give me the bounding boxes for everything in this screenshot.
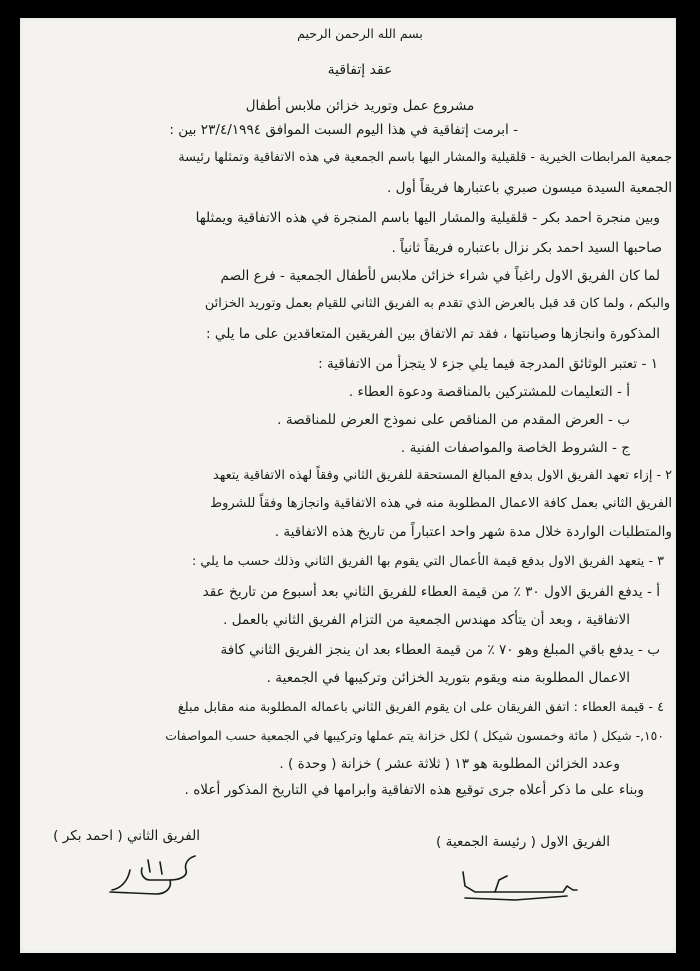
text-line-13: ٢ - إزاء تعهد الفريق الاول بدفع المبالغ المستحقة للفريق الثاني وفقاً لهذه الاتفاقية يتعهد xyxy=(213,468,672,483)
basmala: بسم الله الرحمن الرحيم xyxy=(297,26,423,41)
text-line-8: المذكورة وانجازها وصيانتها ، فقد تم الاتفاق بين الفريقين المتعاقدين على ما يلي : xyxy=(206,326,660,342)
text-line-5: صاحبها السيد احمد بكر نزال باعتباره فريقاً ثانياً . xyxy=(391,240,662,256)
second-party-signature xyxy=(100,850,210,900)
text-line-24: وبناء على ما ذكر أعلاه جرى توقيع هذه الاتفاقية وابرامها في التاريخ المذكور أعلاه . xyxy=(184,782,644,798)
text-line-16: ٣ - يتعهد الفريق الاول بدفع قيمة الأعمال التي يقوم بها الفريق الثاني وذلك حسب ما يلي : xyxy=(192,554,664,569)
text-line-3: الجمعية السيدة ميسون صبري باعتبارها فريقاً أول . xyxy=(386,180,672,196)
first-party-signature-label: الفريق الاول ( رئيسة الجمعية ) xyxy=(436,834,610,850)
document-title: عقد إتفاقية xyxy=(327,62,393,78)
text-line-21: ٤ - قيمة العطاء : اتفق الفريقان على ان يقوم الفريق الثاني باعماله المطلوبة منه مقابل مبلغ xyxy=(177,700,664,715)
text-line-11: ب - العرض المقدم من المناقص على نموذج العرض للمناقصة . xyxy=(277,412,630,428)
text-line-15: والمتطلبات الواردة خلال مدة شهر واحد اعتباراً من تاريخ هذه الاتفاقية . xyxy=(274,524,672,540)
text-line-6: لما كان الفريق الاول راغباً في شراء خزائن ملابس لأطفال الجمعية - فرع الصم xyxy=(220,268,660,284)
text-line-20: الاعمال المطلوبة منه ويقوم بتوريد الخزائن وتركيبها في الجمعية . xyxy=(266,670,630,686)
text-line-10: أ - التعليمات للمشتركين بالمناقصة ودعوة العطاء . xyxy=(348,384,630,400)
text-line-7: والبكم ، ولما كان قد قبل بالعرض الذي تقدم به الفريق الثاني للقيام بعمل وتوريد الخزائن xyxy=(204,296,670,311)
text-line-9: ١ - تعتبر الوثائق المدرجة فيما يلي جزء لا يتجزأ من الاتفاقية : xyxy=(318,356,658,372)
text-line-22: ١٥٠,- شيكل ( مائة وخمسون شيكل ) لكل خزانة يتم عملها وتركيبها في الجمعية حسب المواصفات xyxy=(165,728,664,743)
text-line-2: جمعية المرابطات الخيرية - قلقيلية والمشار اليها باسم الجمعية في هذه الاتفاقية وتمثلها رئيسة xyxy=(178,150,672,165)
text-line-19: ب - يدفع باقي المبلغ وهو ٧٠ ٪ من قيمة العطاء بعد ان ينجز الفريق الثاني كافة xyxy=(220,642,660,658)
text-line-17: أ - يدفع الفريق الاول ٣٠ ٪ من قيمة العطاء للفريق الثاني بعد أسبوع من تاريخ عقد xyxy=(202,584,660,600)
text-line-18: الاتفاقية ، وبعد أن يتأكد مهندس الجمعية من التزام الفريق الثاني بالعمل . xyxy=(223,612,630,628)
second-party-signature-label: الفريق الثاني ( احمد بكر ) xyxy=(53,828,200,844)
text-line-14: الفريق الثاني بعمل كافة الاعمال المطلوبة منه في هذه الاتفاقية وانجازها وفقاً للشروط xyxy=(210,496,672,511)
text-line-1: - ابرمت إتفاقية في هذا اليوم السبت الموافق ٢٣/٤/١٩٩٤ بين : xyxy=(169,122,518,138)
text-line-4: وبين منجرة احمد بكر - قلقيلية والمشار اليها باسم المنجرة في هذه الاتفاقية ويمثلها xyxy=(195,210,660,226)
text-line-23: وعدد الخزائن المطلوبة هو ١٣ ( ثلاثة عشر ) خزانة ( وحدة ) . xyxy=(279,756,620,772)
first-party-signature xyxy=(455,862,585,902)
document-subject: مشروع عمل وتوريد خزائن ملابس أطفال xyxy=(245,98,475,114)
text-line-12: ج - الشروط الخاصة والمواصفات الفنية . xyxy=(400,440,630,456)
